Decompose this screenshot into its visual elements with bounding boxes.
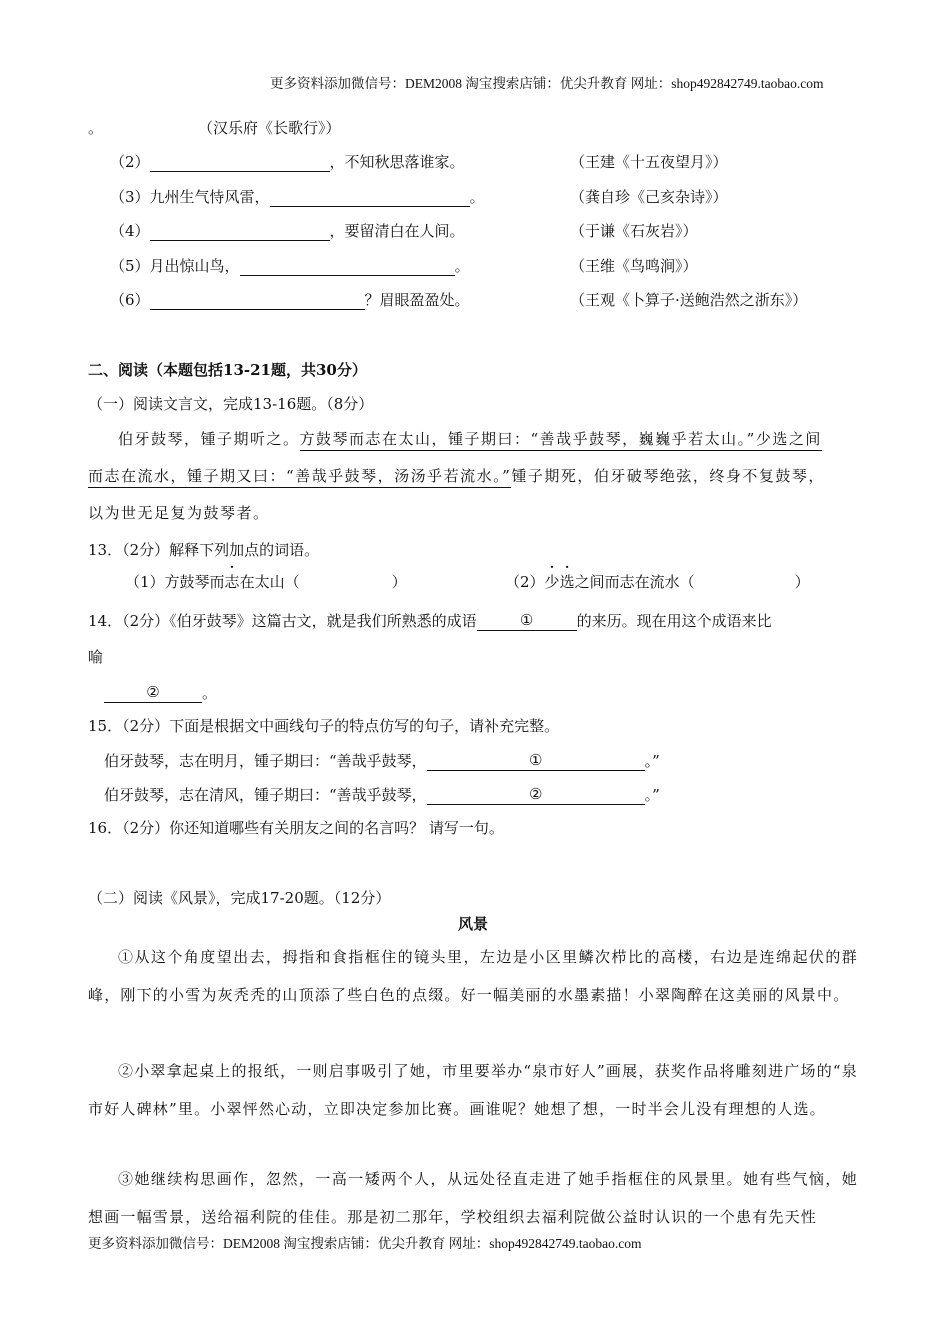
item-text: （1）方鼓琴而 [125, 573, 225, 591]
poem-item-text: 九州生气恃风雷， [149, 188, 270, 206]
classical-text: 锺子期死，伯牙破琴绝弦，终身不复鼓琴， [511, 467, 825, 485]
question-15: 15．（2分）下面是根据文中画线句子的特点仿写的句子，请补充完整。 [88, 717, 560, 735]
poem-item-num: （3） [110, 188, 150, 206]
poem-item-6 [110, 290, 470, 310]
answer-blank[interactable] [150, 293, 365, 310]
classical-text: 伯牙鼓琴，锺子期听之。 [118, 430, 300, 448]
poem-item-source: （王建《十五夜望月》） [570, 153, 728, 171]
question-16: 16．（2分）你还知道哪些有关朋友之间的名言吗？ 请写一句。 [88, 819, 504, 837]
dotted-char: 少 [544, 573, 560, 591]
poem-item-source: （王观《卜算子·送鲍浩然之浙东》） [570, 291, 808, 309]
poem-item-num: （4） [110, 222, 150, 240]
story-paragraph-3: ③她继续构思画作，忽然，一高一矮两个人，从远处径直走进了她手指框住的风景里。她有些气恼，她想画一幅雪景，送给福利院的佳佳。那是初二那年，学校组织去福利院做公益时认识的一个患有先天性 [88, 1170, 858, 1226]
poem-item-source: （于谦《石灰岩》） [570, 222, 698, 240]
poem-item-num: （2） [110, 153, 150, 171]
answer-blank-1[interactable]: ① [427, 750, 645, 771]
item-text: ） [391, 573, 407, 591]
story-title: 风景 [458, 915, 489, 933]
page-header: 更多资料添加微信号：DEM2008 淘宝搜索店铺：优尖升教育 网址：shop492842749.taobao.com [270, 76, 824, 91]
question-14-cont: 喻 [88, 648, 104, 666]
poem-item-text: ，要留清白在人间。 [329, 222, 465, 240]
poem-line-1-end: 。 [88, 119, 104, 137]
question-text: 伯牙鼓琴，志在清风，锺子期曰：“善哉乎鼓琴， [104, 786, 427, 804]
answer-blank[interactable] [150, 155, 330, 172]
answer-blank-2[interactable]: ② [104, 682, 202, 703]
poem-item-2 [110, 152, 465, 172]
question-text: 。” [644, 752, 660, 770]
poem-item-5 [110, 256, 470, 276]
poem-item-text: ？眉眼盈盈处。 [364, 291, 470, 309]
dotted-char: 选 [559, 573, 575, 591]
question-13-item-2 [505, 572, 810, 592]
question-14-line-2 [104, 682, 217, 703]
poem-item-source: （龚自珍《己亥杂诗》） [570, 188, 728, 206]
question-14 [88, 610, 772, 631]
story-paragraph-1: ①从这个角度望出去，拇指和食指框住的镜头里，左边是小区里鳞次栉比的高楼，右边是连绵起伏的群峰，刚下的小雪为灰秃秃的山顶添了些白色的点缀。好一幅美丽的水墨素描！小翠陶醉在这美丽的风景中。 [88, 948, 858, 1004]
answer-blank-2[interactable]: ② [427, 784, 645, 805]
section-title: 二、阅读（本题包括13-21题，共30分） [88, 361, 367, 379]
poem-item-text: 月出惊山鸟， [149, 257, 240, 275]
page-footer: 更多资料添加微信号：DEM2008 淘宝搜索店铺：优尖升教育 网址：shop492842749.taobao.com [88, 1236, 642, 1251]
item-text: ） [794, 573, 810, 591]
underlined-sentence-1: 方鼓琴而志在太山，锺子期曰：“善哉乎鼓琴，巍巍乎若太山。”少选之间 [300, 430, 822, 451]
item-text: 在太山（ [239, 573, 300, 591]
classical-line-2 [88, 466, 825, 486]
poem-item-text: ，不知秋思落谁家。 [329, 153, 465, 171]
story-paragraph-2: ②小翠拿起桌上的报纸，一则启事吸引了她，市里要举办“泉市好人”画展，获奖作品将雕刻进广场的“泉市好人碑林”里。小翠怦然心动，立即决定参加比赛。画谁呢？她想了想，一时半会儿没有理想的人选。 [88, 1062, 858, 1118]
underlined-sentence-2: 而志在流水，锺子期又曰：“善哉乎鼓琴，汤汤乎若流水。” [88, 467, 511, 488]
question-15-line-2 [104, 784, 660, 805]
part2-title: （二）阅读《风景》，完成17-20题。（12分） [88, 889, 391, 907]
poem-item-source: （王维《鸟鸣涧》） [570, 257, 698, 275]
poem-line-1-source: （汉乐府《长歌行》） [198, 119, 341, 137]
part1-title: （一）阅读文言文，完成13-16题。（8分） [88, 395, 374, 413]
poem-item-text: 。 [469, 188, 485, 206]
classical-line-1 [118, 429, 822, 449]
question-13: 13．（2分）解释下列加点的词语。 [88, 541, 320, 559]
classical-line-3: 以为世无足复为鼓琴者。 [88, 504, 270, 522]
answer-blank[interactable] [240, 259, 455, 276]
question-text: 的来历。现在用这个成语来比 [576, 612, 772, 630]
answer-blank-1[interactable]: ① [477, 610, 577, 631]
question-text: 伯牙鼓琴，志在明月，锺子期曰：“善哉乎鼓琴， [104, 752, 427, 770]
question-text: 。 [202, 684, 218, 702]
question-text: 14．（2分）《伯牙鼓琴》这篇古文，就是我们所熟悉的成语 [88, 612, 477, 630]
poem-item-num: （5） [110, 257, 150, 275]
answer-blank[interactable] [270, 190, 470, 207]
question-text: 。” [644, 786, 660, 804]
poem-item-3 [110, 187, 485, 207]
poem-item-4 [110, 221, 465, 241]
poem-item-text: 。 [454, 257, 470, 275]
dotted-char: 志 [224, 573, 240, 591]
question-13-item-1 [125, 572, 407, 592]
item-text: （2） [505, 573, 545, 591]
question-15-line-1 [104, 750, 660, 771]
answer-blank[interactable] [150, 224, 330, 241]
poem-item-num: （6） [110, 291, 150, 309]
item-text: 之间而志在流水（ [574, 573, 695, 591]
